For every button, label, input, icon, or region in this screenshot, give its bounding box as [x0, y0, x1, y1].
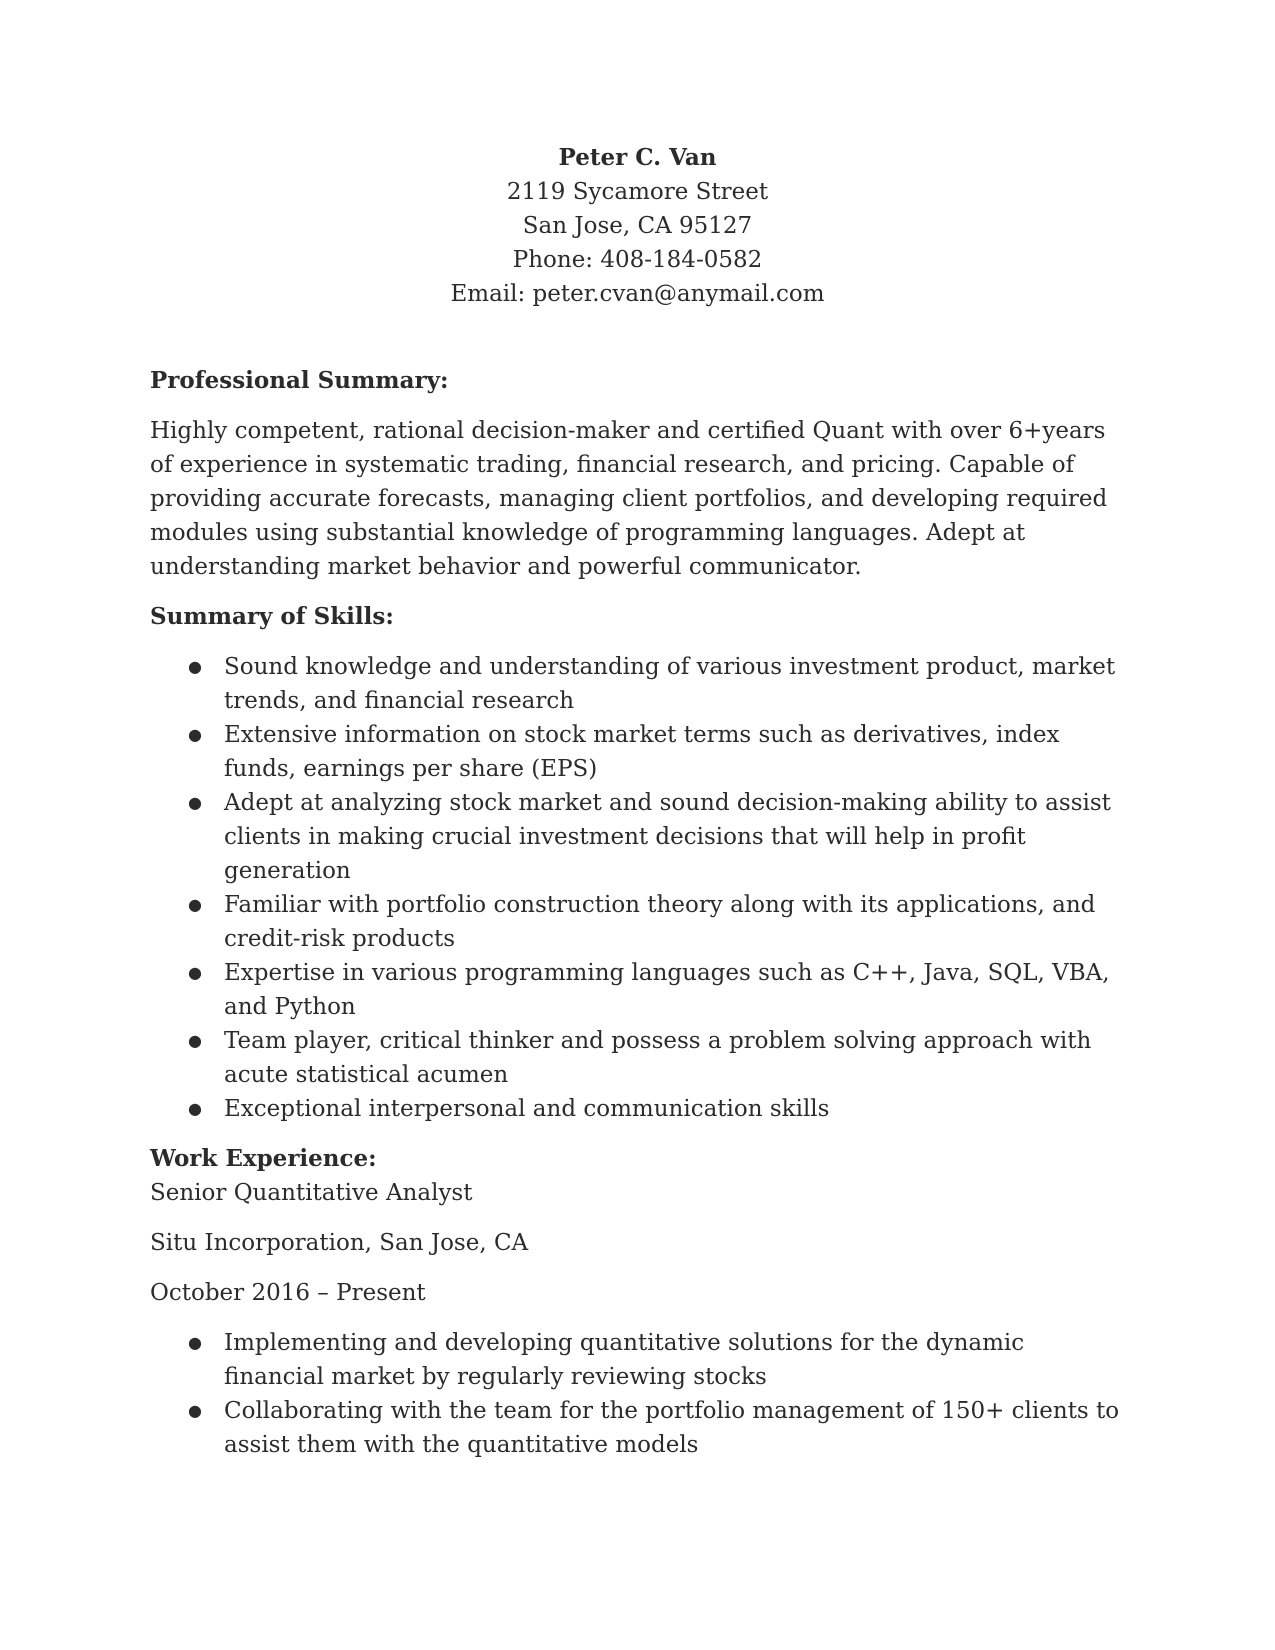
skills-heading: Summary of Skills: [150, 603, 394, 630]
list-item [150, 1024, 1125, 1092]
job-duties-list [150, 1326, 1125, 1462]
bullet-icon: ● [188, 657, 202, 676]
list-item [150, 1394, 1125, 1462]
skill-text: Expertise in various programming languages such as C++, Java, SQL, VBA, and Python [224, 960, 1110, 1020]
street-address: 2119 Sycamore Street [506, 179, 769, 205]
list-item [150, 888, 1125, 956]
bullet-icon: ● [188, 793, 202, 812]
duty-text: Implementing and developing quantitative solutions for the dynamic financial market by regularly reviewing stocks [224, 1330, 1025, 1390]
skill-text: Exceptional interpersonal and communication skills [224, 1096, 830, 1122]
list-item [150, 1092, 1125, 1126]
list-item [150, 1326, 1125, 1394]
list-item [150, 718, 1125, 786]
professional-summary-text: Highly competent, rational decision-maker and certified Quant with over 6+years of experience in systematic trading, financial research, and pricing. Capable of providing accurate forecasts, managing client portfolios, and developing required modules using substantial knowledge of programming languages. Adept at understanding market behavior and powerful communicator. [150, 418, 1108, 580]
job-company: Situ Incorporation, San Jose, CA [150, 1230, 529, 1256]
job-title: Senior Quantitative Analyst [150, 1180, 473, 1206]
resume-body [150, 364, 1125, 1478]
skill-text: Extensive information on stock market terms such as derivatives, index funds, earnings per share (EPS) [224, 722, 1060, 782]
bullet-icon: ● [188, 1099, 202, 1118]
skill-text: Sound knowledge and understanding of various investment product, market trends, and financial research [224, 654, 1116, 714]
skills-list [150, 650, 1125, 1126]
skill-text: Familiar with portfolio construction theory along with its applications, and credit-risk products [224, 892, 1096, 952]
list-item [150, 650, 1125, 718]
bullet-icon: ● [188, 1031, 202, 1050]
city-state-zip: San Jose, CA 95127 [522, 213, 753, 239]
skill-text: Adept at analyzing stock market and sound decision-making ability to assist clients in making crucial investment decisions that will help in profit generation [224, 790, 1111, 884]
bullet-icon: ● [188, 963, 202, 982]
duty-text: Collaborating with the team for the portfolio management of 150+ clients to assist them with the quantitative models [224, 1398, 1120, 1458]
list-item [150, 786, 1125, 888]
professional-summary-heading: Professional Summary: [150, 367, 449, 394]
list-item [150, 956, 1125, 1024]
skill-text: Team player, critical thinker and possess a problem solving approach with acute statistical acumen [224, 1028, 1092, 1088]
candidate-name: Peter C. Van [558, 144, 717, 171]
email-address: Email: peter.cvan@anymail.com [450, 281, 825, 307]
work-experience-heading: Work Experience: [150, 1145, 377, 1172]
bullet-icon: ● [188, 895, 202, 914]
bullet-icon: ● [188, 1401, 202, 1420]
phone-number: Phone: 408-184-0582 [512, 247, 763, 273]
job-dates: October 2016 – Present [150, 1280, 426, 1306]
contact-header [0, 141, 1275, 311]
bullet-icon: ● [188, 725, 202, 744]
bullet-icon: ● [188, 1333, 202, 1352]
